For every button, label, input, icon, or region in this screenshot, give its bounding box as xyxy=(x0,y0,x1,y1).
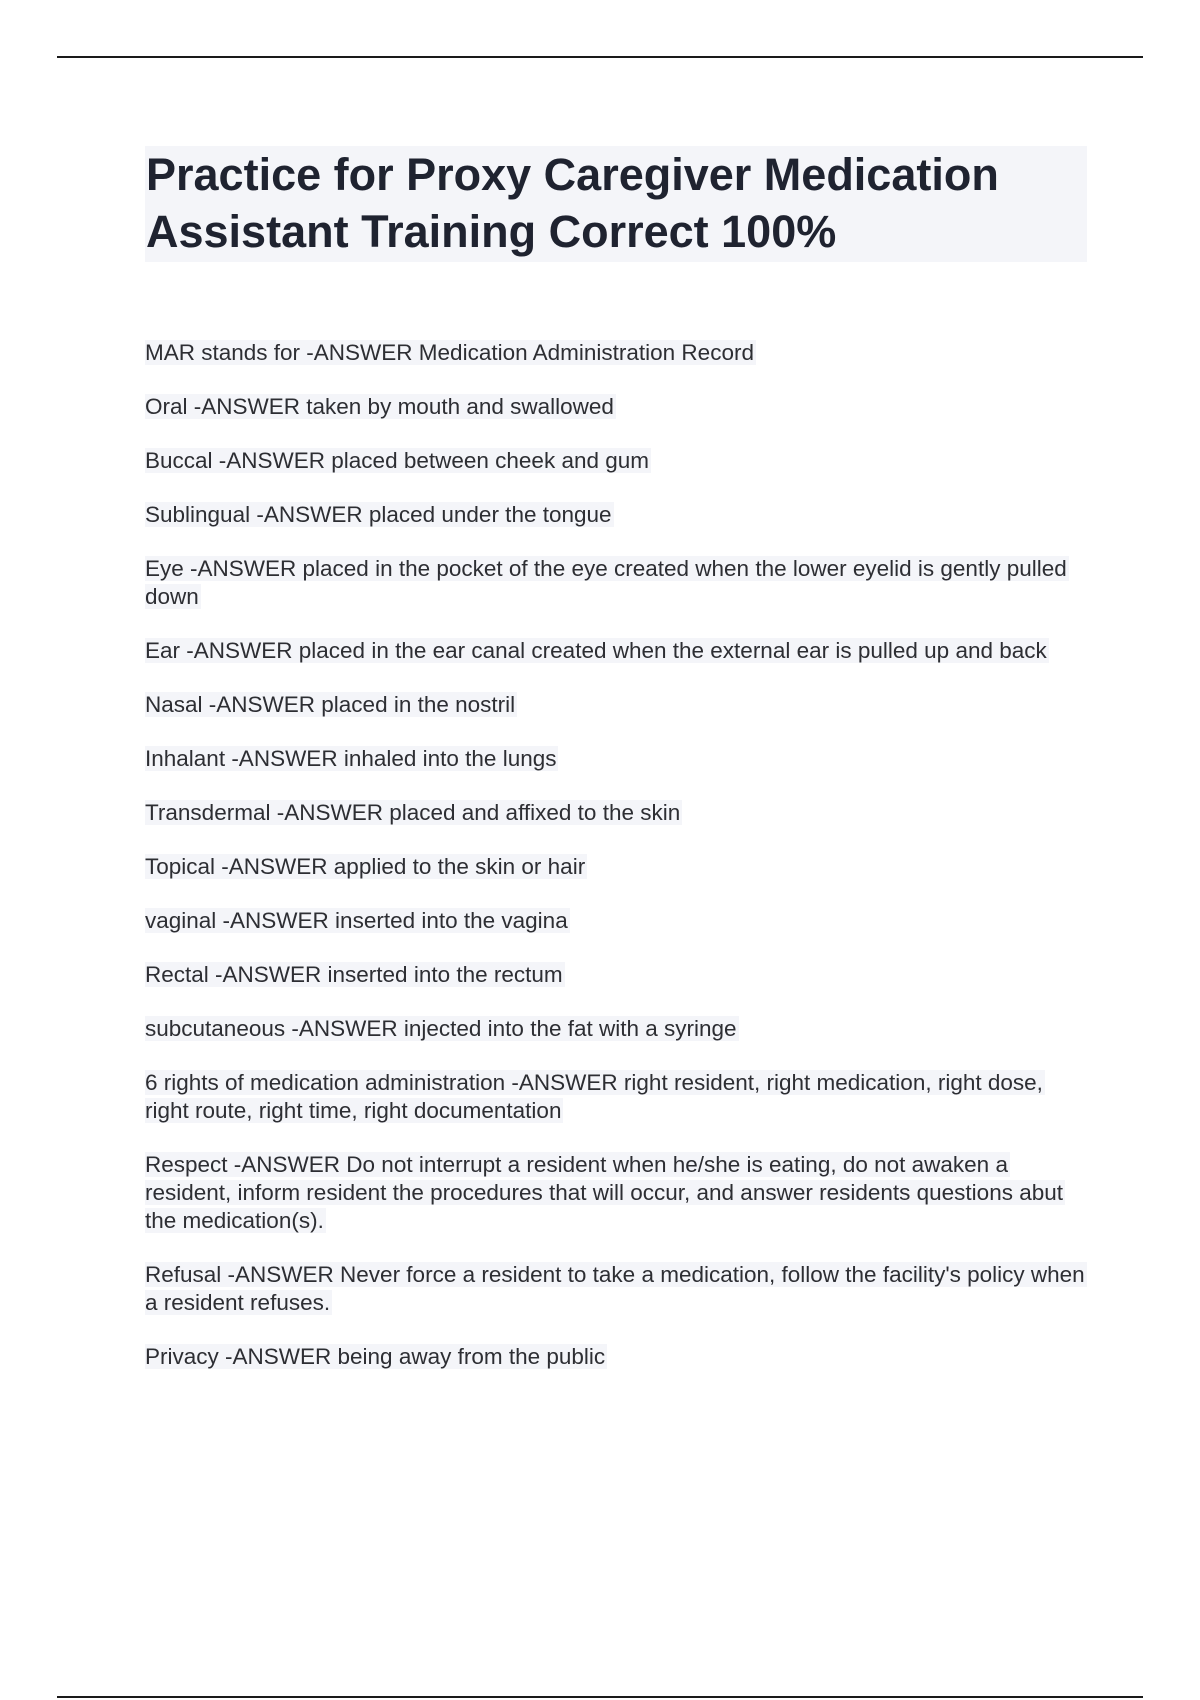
qa-item-text: Topical -ANSWER applied to the skin or hair xyxy=(145,854,586,879)
qa-item-text: Nasal -ANSWER placed in the nostril xyxy=(145,692,516,717)
qa-item xyxy=(145,1151,1085,1235)
qa-item xyxy=(145,907,1085,935)
qa-item xyxy=(145,339,1085,367)
qa-item xyxy=(145,447,1085,475)
qa-list xyxy=(145,339,1085,1397)
qa-item-text: Rectal -ANSWER inserted into the rectum xyxy=(145,962,563,987)
qa-item xyxy=(145,961,1085,989)
qa-item-text: Transdermal -ANSWER placed and affixed to the skin xyxy=(145,800,681,825)
qa-item-text: subcutaneous -ANSWER injected into the fat with a syringe xyxy=(145,1016,737,1041)
qa-item xyxy=(145,393,1085,421)
qa-item-text: Inhalant -ANSWER inhaled into the lungs xyxy=(145,746,557,771)
qa-item xyxy=(145,1261,1085,1317)
qa-item-text: vaginal -ANSWER inserted into the vagina xyxy=(145,908,568,933)
qa-item-text: Privacy -ANSWER being away from the public xyxy=(145,1344,606,1369)
qa-item xyxy=(145,1069,1085,1125)
qa-item xyxy=(145,799,1085,827)
page-title: Practice for Proxy Caregiver Medication Assistant Training Correct 100% xyxy=(146,149,999,257)
bottom-rule xyxy=(57,1696,1143,1698)
title-block xyxy=(145,146,1087,262)
qa-item-text: Ear -ANSWER placed in the ear canal created when the external ear is pulled up and back xyxy=(145,638,1047,663)
qa-item xyxy=(145,1343,1085,1371)
qa-item xyxy=(145,637,1085,665)
qa-item xyxy=(145,745,1085,773)
qa-item-text: Buccal -ANSWER placed between cheek and gum xyxy=(145,448,650,473)
qa-item-text: Respect -ANSWER Do not interrupt a resident when he/she is eating, do not awaken a resident, inform resident the procedures that will occur, and answer residents questions abut the medication(s). xyxy=(145,1152,1063,1233)
top-rule xyxy=(57,56,1143,58)
qa-item-text: 6 rights of medication administration -ANSWER right resident, right medication, right dose, right route, right time, right documentation xyxy=(145,1070,1043,1123)
qa-item-text: Oral -ANSWER taken by mouth and swallowed xyxy=(145,394,614,419)
qa-item xyxy=(145,853,1085,881)
qa-item xyxy=(145,1015,1085,1043)
qa-item-text: Refusal -ANSWER Never force a resident to take a medication, follow the facility's policy when a resident refuses. xyxy=(145,1262,1085,1315)
qa-item xyxy=(145,501,1085,529)
qa-item-text: Sublingual -ANSWER placed under the tongue xyxy=(145,502,612,527)
qa-item xyxy=(145,555,1085,611)
qa-item xyxy=(145,691,1085,719)
qa-item-text: Eye -ANSWER placed in the pocket of the eye created when the lower eyelid is gently pulled down xyxy=(145,556,1067,609)
qa-item-text: MAR stands for -ANSWER Medication Administration Record xyxy=(145,340,754,365)
